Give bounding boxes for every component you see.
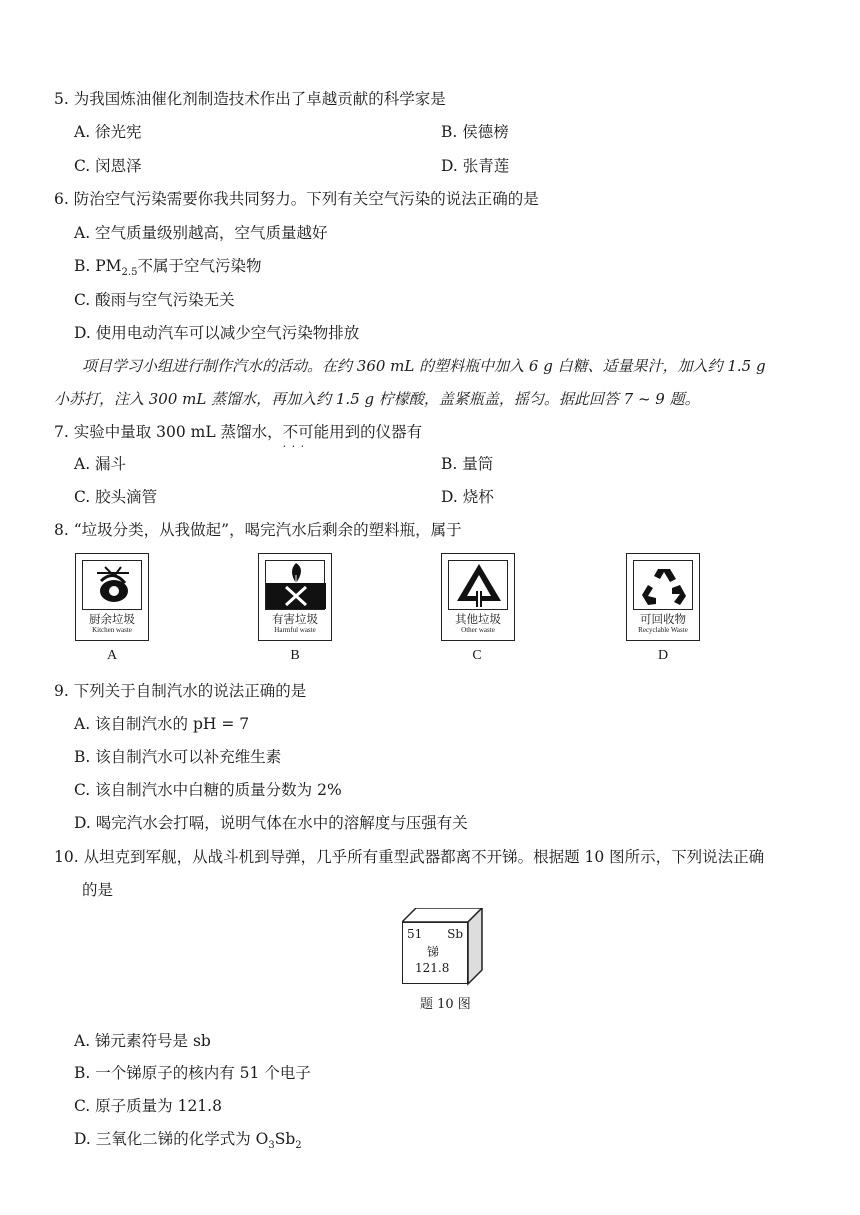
q5-stem: 5. 为我国炼油催化剂制造技术作出了卓越贡献的科学家是 bbox=[54, 90, 446, 108]
q10-option-a: A. 锑元素符号是 sb bbox=[74, 1032, 211, 1050]
q9-option-c: C. 该自制汽水中白糖的质量分数为 2% bbox=[74, 781, 342, 799]
sign-recyclable-waste bbox=[626, 553, 700, 641]
sign-c-frame bbox=[448, 560, 508, 610]
passage-line-2: 小苏打，注入 300 mL 蒸馏水，再加入约 1.5 g 柠檬酸，盖紧瓶盖，摇匀。据此回答 7 ~ 9 题。 bbox=[54, 390, 700, 408]
sign-a-frame bbox=[82, 560, 142, 610]
figure-caption: 题 10 图 bbox=[420, 997, 471, 1012]
q10-option-d-sub1: 3 bbox=[268, 1140, 275, 1152]
q6-option-a: A. 空气质量级别越高，空气质量越好 bbox=[74, 224, 328, 242]
sign-d-en: Recyclable Waste bbox=[638, 626, 688, 634]
q7-option-d: D. 烧杯 bbox=[441, 488, 494, 506]
q10-stem-line-2: 的是 bbox=[82, 881, 114, 899]
q7-option-b: B. 量筒 bbox=[441, 455, 494, 473]
q6-option-b-sub: 2.5 bbox=[121, 267, 138, 279]
q6-option-b-pre: B. PM bbox=[74, 257, 122, 275]
q6-option-b bbox=[74, 255, 261, 284]
q10-option-d-mid: Sb bbox=[274, 1130, 296, 1148]
sign-a-en: Kitchen waste bbox=[92, 626, 132, 634]
sign-other-waste bbox=[441, 553, 515, 641]
q6-option-b-post: 不属于空气污染物 bbox=[137, 257, 262, 275]
q8-stem: 8. “垃圾分类，从我做起”，喝完汽水后剩余的塑料瓶，属于 bbox=[54, 521, 462, 539]
sign-a-cn: 厨余垃圾 bbox=[89, 612, 135, 626]
kitchen-waste-icon bbox=[83, 561, 143, 609]
q5-option-b: B. 侯德榜 bbox=[441, 123, 509, 141]
sign-b-en: Harmful waste bbox=[274, 626, 316, 634]
sign-b-frame bbox=[265, 560, 325, 610]
sign-b-letter: B bbox=[290, 648, 300, 663]
q9-option-a: A. 该自制汽水的 pH = 7 bbox=[74, 715, 250, 733]
q9-option-b: B. 该自制汽水可以补充维生素 bbox=[74, 748, 282, 766]
q6-stem: 6. 防治空气污染需要你我共同努力。下列有关空气污染的说法正确的是 bbox=[54, 190, 539, 208]
q10-stem-line-1: 10. 从坦克到军舰，从战斗机到导弹，几乎所有重型武器都离不开锑。根据题 10 图所示，下列说法正确 bbox=[54, 848, 765, 866]
sign-a-letter: A bbox=[106, 648, 118, 663]
atomic-mass: 121.8 bbox=[415, 961, 450, 975]
sign-d-frame bbox=[633, 560, 693, 610]
q6-option-c: C. 酸雨与空气污染无关 bbox=[74, 291, 235, 309]
q7-stem-pre: 7. 实验中量取 300 mL 蒸馏水， bbox=[54, 423, 283, 441]
harmful-waste-icon bbox=[266, 561, 326, 609]
q10-option-c: C. 原子质量为 121.8 bbox=[74, 1097, 222, 1115]
q7-option-a: A. 漏斗 bbox=[74, 455, 127, 473]
q9-option-d: D. 喝完汽水会打嗝，说明气体在水中的溶解度与压强有关 bbox=[74, 814, 468, 832]
sign-d-cn: 可回收物 bbox=[640, 612, 686, 626]
sign-c-letter: C bbox=[472, 648, 482, 663]
recycle-icon bbox=[634, 561, 694, 609]
other-waste-icon bbox=[449, 561, 509, 609]
q7-option-c: C. 胶头滴管 bbox=[74, 488, 158, 506]
element-name: 锑 bbox=[427, 945, 440, 959]
q5-option-a: A. 徐光宪 bbox=[74, 123, 142, 141]
element-cell bbox=[402, 922, 468, 984]
sign-c-en: Other waste bbox=[461, 626, 495, 634]
sign-kitchen-waste bbox=[75, 553, 149, 641]
q10-option-d-sub2: 2 bbox=[295, 1140, 302, 1152]
q10-option-d-pre: D. 三氧化二锑的化学式为 O bbox=[74, 1130, 269, 1148]
element-symbol: Sb bbox=[447, 927, 463, 941]
sign-b-cn: 有害垃圾 bbox=[272, 612, 318, 626]
q10-option-d bbox=[74, 1128, 302, 1157]
q7-stem bbox=[54, 421, 422, 443]
q5-option-c: C. 闵恩泽 bbox=[74, 157, 142, 175]
q9-stem: 9. 下列关于自制汽水的说法正确的是 bbox=[54, 682, 307, 700]
sign-harmful-waste bbox=[258, 553, 332, 641]
sign-d-letter: D bbox=[657, 648, 669, 663]
sign-c-cn: 其他垃圾 bbox=[455, 612, 501, 626]
q6-option-d: D. 使用电动汽车可以减少空气污染物排放 bbox=[74, 324, 360, 342]
q10-option-b: B. 一个锑原子的核内有 51 个电子 bbox=[74, 1064, 311, 1082]
atomic-number: 51 bbox=[407, 927, 423, 941]
element-cube bbox=[402, 908, 492, 988]
q7-stem-post: 用到的仪器有 bbox=[329, 423, 423, 441]
q5-option-d: D. 张青莲 bbox=[441, 157, 510, 175]
q7-stem-emphasis: 不可能 · · · bbox=[283, 423, 330, 441]
passage-line-1: 项目学习小组进行制作汽水的活动。在约 360 mL 的塑料瓶中加入 6 g 白糖、适量果汁，加入约 1.5 g bbox=[82, 357, 766, 375]
